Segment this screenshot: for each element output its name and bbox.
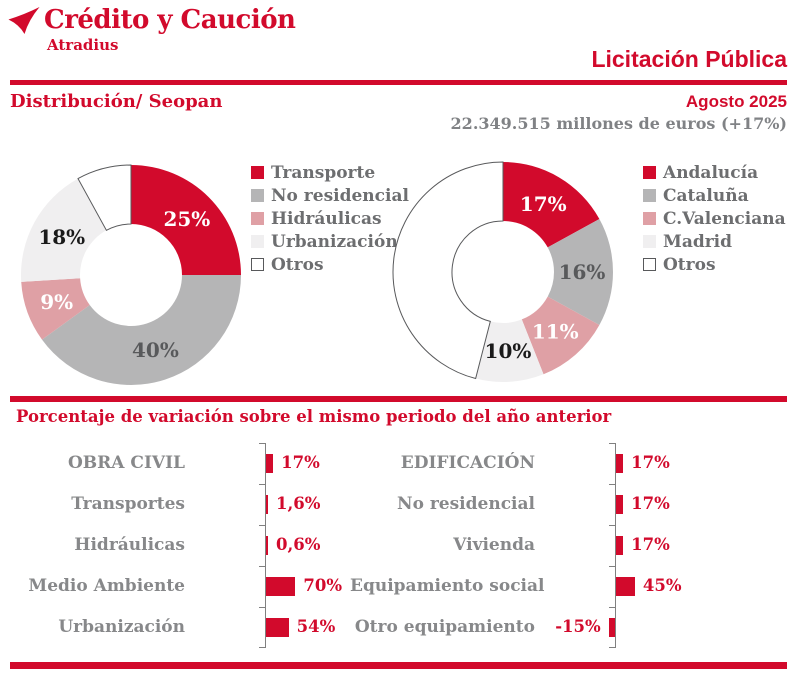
bar-edificacion [616, 454, 623, 473]
variation-section-title: Porcentaje de variación sobre el mismo periodo del año anterior [16, 407, 612, 426]
legend-item-madrid [643, 230, 786, 253]
bar-category-edificacion: EDIFICACIÓN [400, 453, 535, 473]
legend-swatch-madrid [643, 235, 656, 248]
bar-category-equipamiento-social: Equipamiento social [350, 576, 545, 596]
bar-value-edificacion: 17% [631, 453, 670, 472]
axis-tick [259, 607, 265, 608]
legend-item-otros [251, 253, 409, 276]
donut-slice-value-c-valenciana: 11% [531, 319, 579, 344]
donut-slice-value-madrid: 10% [484, 338, 532, 363]
bar-value-equipamiento-social: 45% [642, 576, 682, 595]
donut-slice-value-andalucia: 17% [519, 192, 567, 217]
legend-swatch-urbanizacion [251, 235, 264, 248]
legend-swatch-no-residencial [251, 189, 264, 202]
top-rule-divider [10, 80, 787, 85]
bar-value-obra-civil: 17% [281, 453, 320, 472]
bar-urbanizacion [266, 618, 289, 637]
axis-tick [259, 484, 265, 485]
distribution-source-label: Distribución/ Seopan [10, 91, 223, 112]
bar-value-no-residencial: 17% [631, 494, 670, 513]
legend-item-transporte [251, 161, 409, 184]
axis-tick [609, 525, 615, 526]
legend-item-urbanizacion [251, 230, 409, 253]
legend-label-andalucia: Andalucía [663, 162, 759, 183]
legend-swatch-cataluna [643, 189, 656, 202]
credito-y-caucion-logo-icon [7, 6, 41, 35]
bar-value-urbanizacion: 54% [296, 617, 336, 636]
legend-label-cataluna: Cataluña [663, 185, 749, 206]
total-amount-label: 22.349.515 millones de euros (+17%) [450, 114, 787, 133]
legend-label-urbanizacion: Urbanización [271, 231, 398, 252]
period-label: Agosto 2025 [685, 92, 787, 111]
section-rule-divider [10, 396, 787, 402]
axis-tick [609, 607, 615, 608]
legend-swatch-c-valenciana [643, 212, 656, 225]
bar-category-urbanizacion: Urbanización [58, 617, 185, 637]
legend-swatch-otros [643, 258, 656, 271]
legend-item-andalucia [643, 161, 786, 184]
legend-label-hidraulicas: Hidráulicas [271, 208, 382, 229]
bar-medio-ambiente [266, 577, 295, 596]
bar-hidraulicas [266, 536, 268, 555]
bar-no-residencial [616, 495, 623, 514]
legend-item-hidraulicas [251, 207, 409, 230]
page-title: Licitación Pública [591, 46, 787, 72]
legend-distribution-type [251, 161, 409, 276]
bar-transportes [266, 495, 268, 514]
logo-title: Crédito y Caución [44, 5, 296, 35]
legend-item-no-residencial [251, 184, 409, 207]
bar-value-hidraulicas: 0,6% [276, 535, 321, 554]
bar-equipamiento-social [616, 577, 635, 596]
legend-distribution-region [643, 161, 786, 276]
bar-obra-civil [266, 454, 273, 473]
legend-swatch-andalucia [643, 166, 656, 179]
footer-rule-divider [10, 662, 787, 669]
axis-tick [259, 566, 265, 567]
bar-chart-obra-civil [0, 443, 400, 649]
bar-category-otro-equipamiento: Otro equipamiento [354, 617, 535, 637]
legend-item-otros [643, 253, 786, 276]
axis-tick [609, 647, 615, 648]
legend-label-otros: Otros [271, 254, 324, 275]
bar-chart-edificacion [350, 443, 797, 649]
bar-value-transportes: 1,6% [276, 494, 321, 513]
bar-category-obra-civil: OBRA CIVIL [68, 453, 185, 473]
legend-item-c-valenciana [643, 207, 786, 230]
donut-slice-value-transporte: 25% [163, 207, 211, 232]
legend-swatch-otros [251, 258, 264, 271]
legend-swatch-transporte [251, 166, 264, 179]
donut-chart-distribution-type [19, 163, 243, 387]
bar-category-medio-ambiente: Medio Ambiente [28, 576, 185, 596]
bar-category-no-residencial: No residencial [397, 494, 535, 514]
axis-tick [609, 443, 615, 444]
logo-subtitle: Atradius [47, 36, 119, 54]
donut-slice-value-urbanizacion: 18% [38, 224, 86, 249]
legend-swatch-hidraulicas [251, 212, 264, 225]
donut-chart-distribution-region [391, 160, 615, 384]
legend-label-transporte: Transporte [271, 162, 376, 183]
axis-tick [259, 443, 265, 444]
legend-label-otros: Otros [663, 254, 716, 275]
legend-label-no-residencial: No residencial [271, 185, 409, 206]
axis-tick [259, 525, 265, 526]
axis-tick [609, 566, 615, 567]
donut-slice-value-cataluna: 16% [558, 260, 606, 284]
legend-label-c-valenciana: C.Valenciana [663, 208, 786, 229]
bar-value-vivienda: 17% [631, 535, 670, 554]
axis-tick [259, 647, 265, 648]
bar-value-otro-equipamiento: -15% [555, 617, 601, 636]
bar-category-hidraulicas: Hidráulicas [74, 535, 185, 555]
donut-slice-value-no-residencial: 40% [131, 338, 179, 363]
bar-vivienda [616, 536, 623, 555]
axis-tick [609, 484, 615, 485]
bar-category-transportes: Transportes [71, 494, 185, 514]
bar-category-vivienda: Vivienda [453, 535, 535, 555]
bar-value-medio-ambiente: 70% [303, 576, 343, 595]
legend-label-madrid: Madrid [663, 231, 733, 252]
donut-slice-value-hidraulicas: 9% [40, 289, 74, 314]
bar-otro-equipamiento [609, 618, 615, 637]
legend-item-cataluna [643, 184, 786, 207]
